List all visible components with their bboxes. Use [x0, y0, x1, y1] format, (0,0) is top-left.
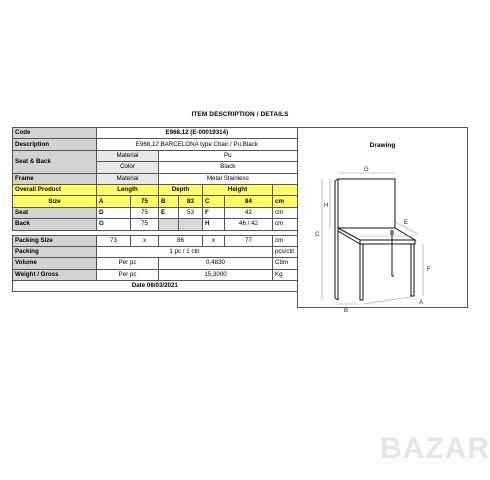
packing-size-x2: x: [203, 235, 225, 246]
label-a: A: [419, 300, 424, 306]
back-depth-value: [179, 219, 203, 230]
packing-unit: pcs/ctn: [273, 246, 298, 257]
volume-unit: Cbm: [273, 258, 298, 269]
size-row: [13, 196, 298, 207]
weight-row: [13, 269, 298, 280]
packing-size-v2: 86: [159, 235, 203, 246]
weight-unit: Kg: [273, 269, 298, 280]
depth-header: Depth: [159, 184, 203, 195]
bazar-logo: BAZAR: [380, 432, 490, 465]
drawing-title: Drawing: [369, 142, 396, 149]
seat-back-color-label: Color: [97, 162, 159, 173]
packing-size-v3: 77: [225, 235, 273, 246]
seat-back-material-value: Pu: [159, 150, 298, 161]
frame-material-value: Metal Stainless: [159, 173, 298, 184]
volume-value: 0,4830: [159, 258, 273, 269]
weight-per: Per pc: [97, 269, 159, 280]
volume-per: Per pc: [97, 258, 159, 269]
seat-back-color-value: Black: [159, 162, 298, 173]
seat-height-letter: F: [203, 207, 225, 218]
packing-value: 1 pc / 1 ctn: [97, 246, 273, 257]
packing-size-v1: 73: [97, 235, 131, 246]
frame-material-label: Material: [97, 173, 159, 184]
label-d: D: [390, 231, 395, 237]
description-value: E968,12 BARCELONA type Chair / Pu Black: [97, 139, 298, 150]
size-height-value: 84: [225, 196, 273, 207]
chair-drawing: [298, 128, 469, 314]
back-depth-letter: [159, 219, 179, 230]
length-header: Length: [97, 184, 159, 195]
label-f: F: [427, 267, 431, 273]
packing-row: [13, 246, 298, 257]
height-header: Height: [203, 184, 273, 195]
size-depth-value: 83: [179, 196, 203, 207]
size-unit: cm: [273, 196, 298, 207]
description-label: Description: [13, 139, 97, 150]
label-g: G: [364, 167, 369, 173]
dim-a: [364, 296, 416, 304]
date-text: Date 08/03/2021: [13, 281, 298, 292]
backrest-shape: [338, 179, 395, 228]
back-length-letter: G: [97, 219, 131, 230]
size-length-value: 75: [131, 196, 159, 207]
size-height-letter: C: [203, 196, 225, 207]
packing-size-x1: x: [131, 235, 159, 246]
seat-height-value: 42: [225, 207, 273, 218]
size-depth-letter: B: [159, 196, 179, 207]
weight-value: 15,3000: [159, 269, 273, 280]
back-length-value: 75: [131, 219, 159, 230]
spec-table: [12, 127, 298, 292]
packing-size-row: [13, 235, 298, 246]
item-sheet: [12, 127, 468, 319]
seat-depth-value: 53: [179, 207, 203, 218]
overall-product-row: [13, 184, 298, 195]
seat-back-material-row: [13, 150, 298, 161]
frame-row: [13, 173, 298, 184]
seat-length-letter: D: [97, 207, 131, 218]
page-title: ITEM DESCRIPTION / DETAILS: [191, 111, 289, 118]
size-length-letter: A: [97, 196, 131, 207]
size-label: Size: [13, 196, 97, 207]
description-row: [13, 139, 298, 150]
weight-label: Weight / Gross: [13, 269, 97, 280]
front-left-leg: [360, 244, 363, 300]
label-c: C: [315, 232, 320, 238]
back-label: Back: [13, 219, 97, 230]
packing-size-label: Packing Size: [13, 235, 97, 246]
back-height-letter: H: [203, 219, 225, 230]
seat-label: Seat: [13, 207, 97, 218]
seat-row: [13, 207, 298, 218]
code-row: [13, 128, 298, 139]
label-h: H: [324, 203, 329, 209]
label-b: B: [344, 308, 349, 314]
date-row: [13, 281, 298, 292]
overall-product-label: Overall Product: [13, 184, 97, 195]
code-label: Code: [13, 128, 97, 139]
back-unit: cm: [273, 219, 298, 230]
seat-length-value: 75: [131, 207, 159, 218]
seat-back-label: Seat & Back: [13, 150, 97, 173]
volume-label: Volume: [13, 258, 97, 269]
frame-label: Frame: [13, 173, 97, 184]
volume-row: [13, 258, 298, 269]
seat-back-material-label: Material: [97, 150, 159, 161]
back-height-value: 46 / 42: [225, 219, 273, 230]
code-value: E968,12 (E-00019314): [97, 128, 298, 139]
seat-depth-letter: E: [159, 207, 179, 218]
packing-label: Packing: [13, 246, 97, 257]
seat-unit: cm: [273, 207, 298, 218]
label-e: E: [404, 220, 409, 226]
empty-cell: [273, 184, 298, 195]
front-right-leg: [411, 244, 414, 296]
drawing-panel: [297, 127, 468, 314]
packing-size-unit: cm: [273, 235, 298, 246]
back-row: [13, 219, 298, 230]
